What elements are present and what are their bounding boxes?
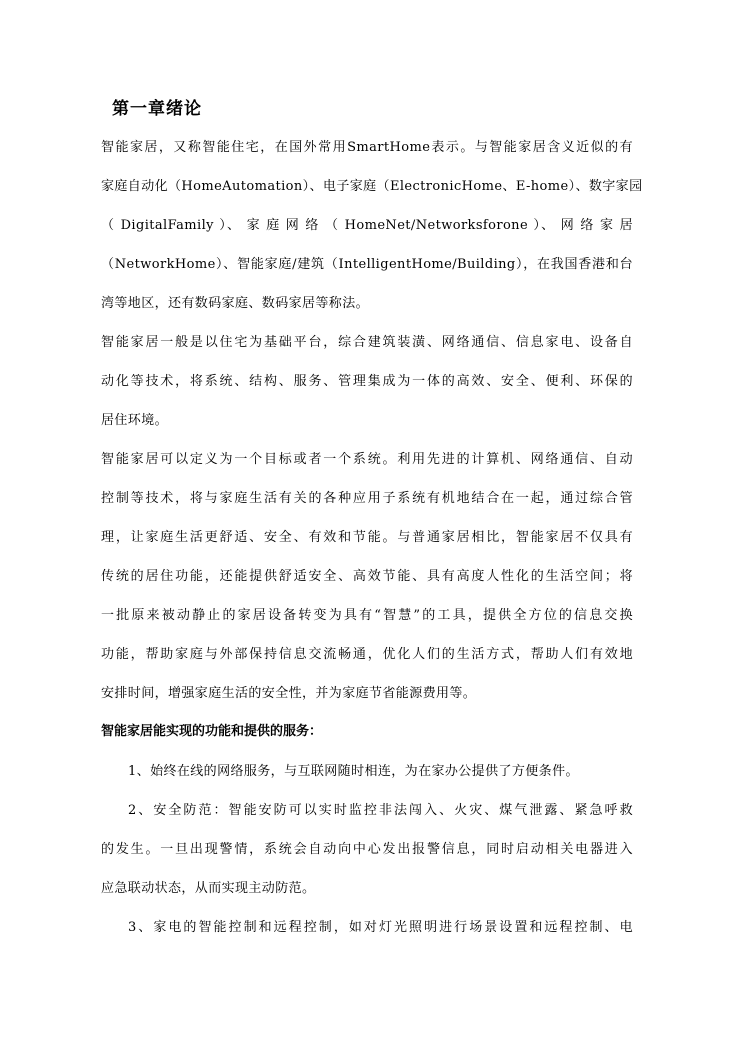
paragraph-2-line: 动化等技术，将系统、结构、服务、管理集成为一体的高效、安全、便利、环保的 [101,374,633,389]
paragraph-3-line: 控制等技术，将与家庭生活有关的各种应用子系统有机地结合在一起，通过综合管 [101,491,633,506]
chapter-title: 第一章绪论 [112,99,202,119]
service-item-2-line: 的发生。一旦出现警情，系统会自动向中心发出报警信息，同时启动相关电器进入 [101,842,633,857]
service-item-3-line: 3、家电的智能控制和远程控制，如对灯光照明进行场景设置和远程控制、电 [128,920,633,935]
paragraph-3-line: 理，让家庭生活更舒适、安全、有效和节能。与普通家居相比，智能家居不仅具有 [101,530,633,545]
paragraph-1-line: （ DigitalFamily ）、 家 庭 网 络 （ HomeNet/Networksforone ）、 网 络 家 居 [101,218,633,233]
paragraph-3-line: 安排时间，增强家庭生活的安全性，并为家庭节省能源费用等。 [101,686,477,701]
paragraph-3-line: 智能家居可以定义为一个目标或者一个系统。利用先进的计算机、网络通信、自动 [101,452,633,467]
paragraph-2-line: 智能家居一般是以住宅为基础平台，综合建筑装潢、网络通信、信息家电、设备自 [101,335,633,350]
paragraph-3-line: 传统的居住功能，还能提供舒适安全、高效节能、具有高度人性化的生活空间；将 [101,569,633,584]
paragraph-1-line: 智能家居，又称智能住宅，在国外常用SmartHome表示。与智能家居含义近似的有 [101,140,633,155]
services-heading: 智能家居能实现的功能和提供的服务： [101,724,323,739]
paragraph-3-line: 功能，帮助家庭与外部保持信息交流畅通，优化人们的生活方式，帮助人们有效地 [101,647,633,662]
paragraph-1-line: 湾等地区，还有数码家庭、数码家居等称法。 [101,296,370,311]
paragraph-2-line: 居住环境。 [101,413,169,428]
service-item-2-line: 2、安全防范：智能安防可以实时监控非法闯入、火灾、煤气泄露、紧急呼救 [128,803,633,818]
paragraph-3-line: 一批原来被动静止的家居设备转变为具有“智慧”的工具，提供全方位的信息交换 [101,608,633,623]
paragraph-1-line: （NetworkHome）、智能家庭/建筑（IntelligentHome/Building），在我国香港和台 [101,257,633,272]
paragraph-1-line: 家庭自动化（HomeAutomation）、电子家庭（ElectronicHome、E-home）、数字家园 [101,179,643,194]
service-item-2-line: 应急联动状态，从而实现主动防范。 [101,881,316,896]
service-item-1-line: 1、始终在线的网络服务，与互联网随时相连，为在家办公提供了方便条件。 [128,764,579,779]
